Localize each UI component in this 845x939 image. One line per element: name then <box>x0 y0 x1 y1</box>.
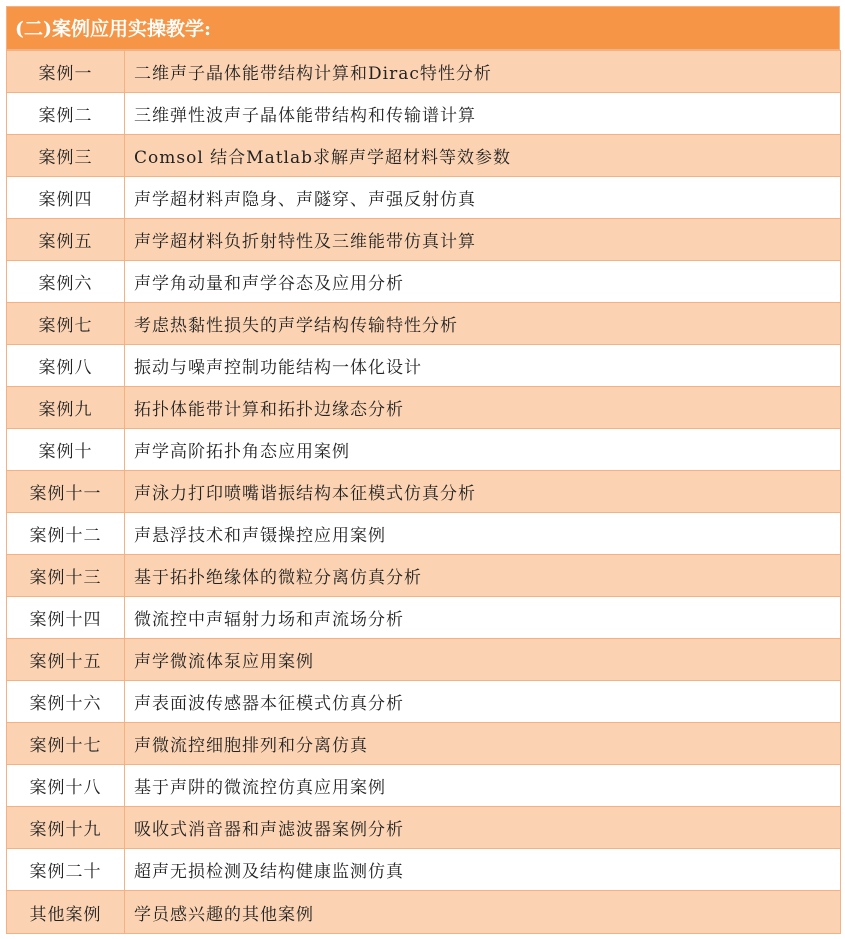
case-description: 声学高阶拓扑角态应用案例 <box>125 429 841 471</box>
table-row <box>7 429 841 471</box>
case-number: 案例十九 <box>7 807 125 849</box>
table-row <box>7 513 841 555</box>
table-row <box>7 219 841 261</box>
case-description: 基于声阱的微流控仿真应用案例 <box>125 765 841 807</box>
case-number: 案例四 <box>7 177 125 219</box>
case-number: 案例二 <box>7 93 125 135</box>
case-number: 案例十 <box>7 429 125 471</box>
case-number: 案例一 <box>7 51 125 93</box>
case-number: 案例十六 <box>7 681 125 723</box>
table-row <box>7 555 841 597</box>
case-number: 案例十八 <box>7 765 125 807</box>
case-description: 声学超材料负折射特性及三维能带仿真计算 <box>125 219 841 261</box>
case-number: 案例十五 <box>7 639 125 681</box>
case-number: 案例七 <box>7 303 125 345</box>
table-row <box>7 387 841 429</box>
case-description: 考虑热黏性损失的声学结构传输特性分析 <box>125 303 841 345</box>
case-number: 案例十一 <box>7 471 125 513</box>
case-number: 案例八 <box>7 345 125 387</box>
case-number: 案例十七 <box>7 723 125 765</box>
table-row <box>7 261 841 303</box>
table-row <box>7 597 841 639</box>
case-description: 微流控中声辐射力场和声流场分析 <box>125 597 841 639</box>
case-number: 案例十三 <box>7 555 125 597</box>
case-description: 三维弹性波声子晶体能带结构和传输谱计算 <box>125 93 841 135</box>
case-number: 案例九 <box>7 387 125 429</box>
case-description: 声悬浮技术和声镊操控应用案例 <box>125 513 841 555</box>
case-number: 案例三 <box>7 135 125 177</box>
table-row <box>7 93 841 135</box>
case-description: 声学超材料声隐身、声隧穿、声强反射仿真 <box>125 177 841 219</box>
case-description: 声表面波传感器本征模式仿真分析 <box>125 681 841 723</box>
table-row <box>7 135 841 177</box>
case-description: 拓扑体能带计算和拓扑边缘态分析 <box>125 387 841 429</box>
case-number: 案例二十 <box>7 849 125 891</box>
case-number: 案例十二 <box>7 513 125 555</box>
table-row <box>7 471 841 513</box>
table-row <box>7 849 841 891</box>
case-number: 案例六 <box>7 261 125 303</box>
table-row <box>7 765 841 807</box>
table-row <box>7 345 841 387</box>
table-row <box>7 303 841 345</box>
table-row <box>7 177 841 219</box>
table-row <box>7 639 841 681</box>
case-description: Comsol 结合Matlab求解声学超材料等效参数 <box>125 135 841 177</box>
case-description: 学员感兴趣的其他案例 <box>125 891 841 934</box>
case-description: 超声无损检测及结构健康监测仿真 <box>125 849 841 891</box>
case-description: 二维声子晶体能带结构计算和Dirac特性分析 <box>125 51 841 93</box>
course-table-section <box>6 6 840 934</box>
table-row <box>7 807 841 849</box>
case-number: 案例五 <box>7 219 125 261</box>
case-description: 声泳力打印喷嘴谐振结构本征模式仿真分析 <box>125 471 841 513</box>
section-title: (二)案例应用实操教学: <box>6 6 840 50</box>
case-table <box>6 50 841 934</box>
case-description: 振动与噪声控制功能结构一体化设计 <box>125 345 841 387</box>
table-row <box>7 51 841 93</box>
case-description: 基于拓扑绝缘体的微粒分离仿真分析 <box>125 555 841 597</box>
case-description: 声学角动量和声学谷态及应用分析 <box>125 261 841 303</box>
case-number: 案例十四 <box>7 597 125 639</box>
table-row <box>7 681 841 723</box>
table-row <box>7 891 841 934</box>
case-description: 声学微流体泵应用案例 <box>125 639 841 681</box>
table-row <box>7 723 841 765</box>
case-description: 声微流控细胞排列和分离仿真 <box>125 723 841 765</box>
case-description: 吸收式消音器和声滤波器案例分析 <box>125 807 841 849</box>
case-number: 其他案例 <box>7 891 125 934</box>
